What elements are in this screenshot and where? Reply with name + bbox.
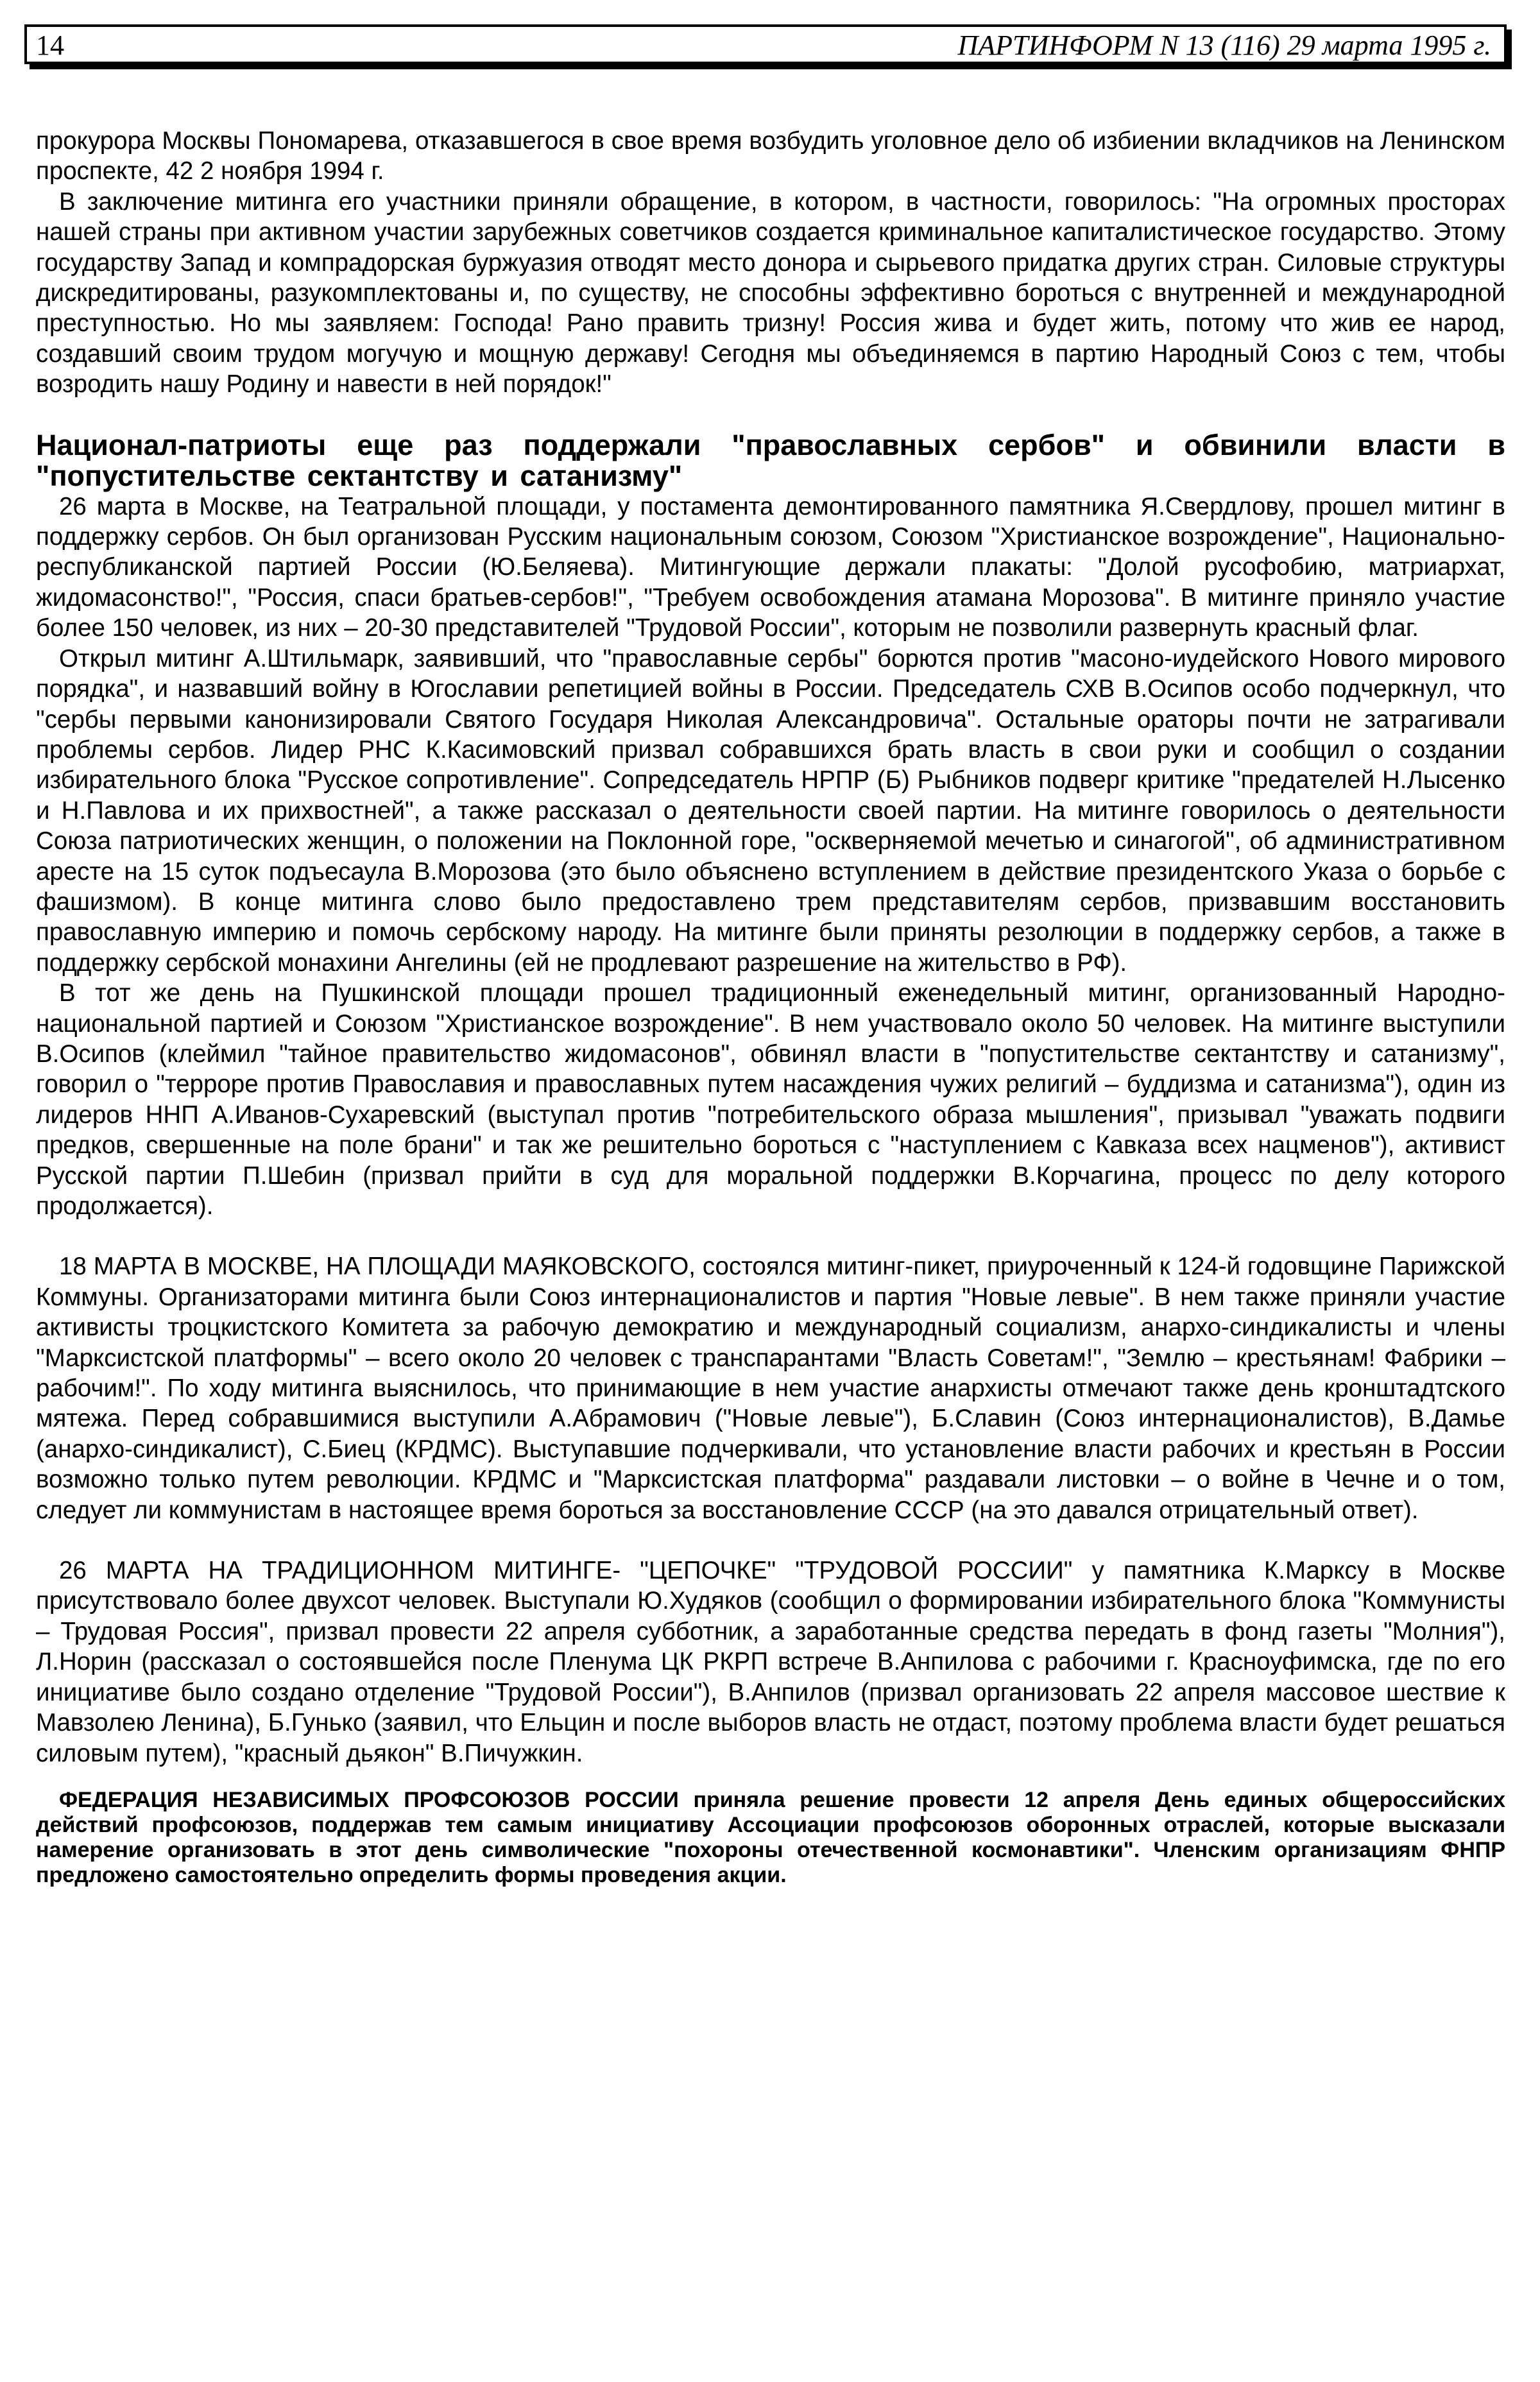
section-divider [36, 1769, 1505, 1788]
publication-title: ПАРТИНФОРМ N 13 (116) 29 марта 1995 г. [957, 30, 1491, 61]
page-header [24, 24, 1507, 64]
article1-paragraph-2: В заключение митинга его участники приняли обращение, в котором, в частности, говорилось: "На огромных просторах нашей страны при активном участии зарубежных советчиков создается криминальное капиталистическое государство. Этому государству Запад и компрадорская буржуазия отводят место донора и сырьевого придатка других стран. Силовые структуры дискредитированы, разукомплектованы и, по существу, не способны эффективно бороться с внутренней и международной преступностью. Но мы заявляем: Господа! Рано править тризну! Россия жива и будет жить, потому что жив ее народ, создавший своим трудом могучую и мощную державу! Сегодня мы объединяемся в партию Народный Союз с тем, чтобы возродить нашу Родину и навести в ней порядок!" [36, 187, 1505, 398]
article4-paragraph: 26 МАРТА НА ТРАДИЦИОННОМ МИТИНГЕ- "ЦЕПОЧКЕ" "ТРУДОВОЙ РОССИИ" у памятника К.Марксу в Москве присутствовало более двухсот человек. Выступали Ю.Худяков (сообщил о формировании избирательного блока "Коммунисты – Трудовая Россия", призвал провести 22 апреля субботник, а заработанные средства передать в фонд газеты "Молния"), Л.Норин (рассказал о состоявшейся после Пленума ЦК РКРП встрече В.Анпилова с рабочими г. Красноуфимска, где по его инициативе было создано отделение "Трудовой России"), В.Анпилов (призвал организовать 22 апреля массовое шествие к Мавзолею Ленина), Б.Гунько (заявил, что Ельцин и после выборов власть не отдаст, поэтому проблема власти будет решаться силовым путем), "красный дьякон" В.Пичужкин. [36, 1557, 1505, 1767]
article-content [36, 126, 1505, 1888]
section-divider [36, 400, 1505, 430]
article2-paragraph-3: В тот же день на Пушкинской площади прошел традиционный еженедельный митинг, организованный Народно-национальной партией и Союзом "Христианское возрождение". В нем участвовало около 50 человек. На митинге выступили В.Осипов (клеймил "тайное правительство жидомасонов", обвинял власти в "попустительстве сектантству и сатанизму", говорил о "терроре против Православия и православных путем насаждения чужих религий – буддизма и сатанизма"), один из лидеров ННП А.Иванов-Сухаревский (выступал против "потребительского образа мышления", призывал "уважать подвиги предков, свершенные на поле брани" и так же решительно бороться с "наступлением с Кавказа всех нацменов"), активист Русской партии П.Шебин (призвал прийти в суд для моральной поддержки В.Корчагина, процесс по делу которого продолжается). [36, 979, 1505, 1220]
article2-heading: Национал-патриоты еще раз поддержали "православных сербов" и обвинили власти в "попустительстве сектантству и сатанизму" [36, 428, 1505, 492]
section-divider [36, 1221, 1505, 1251]
section-divider [36, 1525, 1505, 1555]
article1-paragraph-1: прокурора Москвы Пономарева, отказавшегося в свое время возбудить уголовное дело об избиении вкладчиков на Ленинском проспекте, 42 2 ноября 1994 г. [36, 127, 1505, 185]
article5-paragraph: ФЕДЕРАЦИЯ НЕЗАВИСИМЫХ ПРОФСОЮЗОВ РОССИИ приняла решение провести 12 апреля День единых общероссийских действий профсоюзов, поддержав тем самым инициативу Ассоциации профсоюзов оборонных отраслей, которые высказали намерение организовать в этот день символические "похороны отечественной космонавтики". Членским организациям ФНПР предложено самостоятельно определить формы проведения акции. [36, 1787, 1505, 1887]
article2-paragraph-2: Открыл митинг А.Штильмарк, заявивший, что "православные сербы" борются против "масоно-иудейского Нового мирового порядка", и назвавший войну в Югославии репетицией войны в России. Председатель СХВ В.Осипов особо подчеркнул, что "сербы первыми канонизировали Святого Государя Николая Александровича". Остальные ораторы почти не затрагивали проблемы сербов. Лидер РНС К.Касимовский призвал собравшихся брать власть в свои руки и сообщил о создании избирательного блока "Русское сопротивление". Сопредседатель НРПР (Б) Рыбников подверг критике "предателей Н.Лысенко и Н.Павлова и их прихвостней", а также рассказал о деятельности своей партии. На митинге говорилось о деятельности Союза патриотических женщин, о положении на Поклонной горе, "оскверняемой мечетью и синагогой", об административном аресте на 15 суток подъесаула В.Морозова (это было объяснено вступлением в действие президентского Указа о борьбе с фашизмом). В конце митинга слово было предоставлено трем представителям сербов, призвавшим восстановить православную империю и помочь сербскому народу. На митинге были приняты резолюции в поддержку сербов, а также в поддержку сербской монахини Ангелины (ей не продлевают разрешение на жительство в РФ). [36, 644, 1505, 977]
article2-paragraph-1: 26 марта в Москве, на Театральной площади, у постамента демонтированного памятника Я.Свердлову, прошел митинг в поддержку сербов. Он был организован Русским национальным союзом, Союзом "Христианское возрождение", Национально-республиканской партией России (Ю.Беляева). Митингующие держали плакаты: "Долой русофобию, матриархат, жидомасонство!", "Россия, спаси братьев-сербов!", "Требуем освобождения атамана Морозова". В митинге приняло участие более 150 человек, из них – 20-30 представителей "Трудовой России", которым не позволили развернуть красный флаг. [36, 492, 1505, 642]
article3-paragraph: 18 МАРТА В МОСКВЕ, НА ПЛОЩАДИ МАЯКОВСКОГО, состоялся митинг-пикет, приуроченный к 124-й годовщине Парижской Коммуны. Организаторами митинга были Союз интернационалистов и партия "Новые левые". В нем также приняли участие активисты троцкистского Комитета за рабочую демократию и международный социализм, анархо-синдикалисты и члены "Марксистской платформы" – всего около 20 человек с транспарантами "Власть Советам!", "Землю – крестьянам! Фабрики – рабочим!". По ходу митинга выяснилось, что принимающие в нем участие анархисты отмечают также день кронштадтского мятежа. Перед собравшимися выступили А.Абрамович ("Новые левые"), Б.Славин (Союз интернационалистов), В.Дамье (анархо-синдикалист), С.Биец (КРДМС). Выступавшие подчеркивали, что установление власти рабочих и крестьян в России возможно только путем революции. КРДМС и "Марксистская платформа" раздавали листовки – о войне в Чечне и о том, следует ли коммунистам в настоящее время бороться за восстановление СССР (на это давался отрицательный ответ). [36, 1253, 1505, 1524]
page-number: 14 [36, 30, 64, 61]
